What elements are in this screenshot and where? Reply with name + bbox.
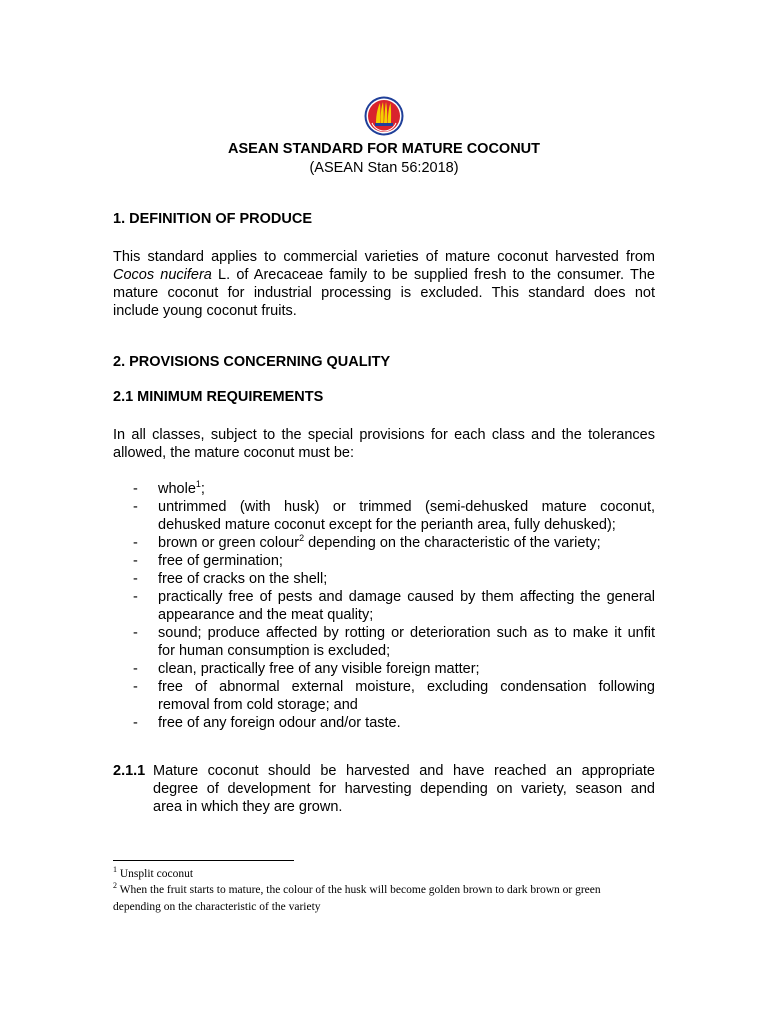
list-item-line: free of abnormal external moisture, excluding condensation following — [158, 679, 655, 695]
bullet-dash: - — [133, 679, 138, 695]
paragraph-line: In all classes, subject to the special provisions for each class and the tolerances — [113, 427, 655, 443]
clause-text — [113, 762, 655, 816]
clause-number: 2.1.1 — [113, 763, 146, 779]
list-item-text: ; — [200, 481, 205, 497]
list-item-text: free of cracks on the shell; — [158, 571, 328, 587]
list-item — [113, 480, 655, 498]
emblem-text-band — [375, 123, 393, 126]
bullet-dash: - — [133, 625, 138, 641]
bullet-dash: - — [133, 571, 138, 587]
list-item-text — [158, 480, 655, 498]
bullet-dash: - — [133, 553, 138, 569]
list-item-line: untrimmed (with husk) or trimmed (semi-dehusked mature coconut, — [158, 499, 655, 515]
list-item-line: sound; produce affected by rotting or deterioration such as to make it unfit — [158, 625, 655, 641]
list-item-text: brown or green colour — [158, 535, 300, 551]
bullet-dash: - — [133, 589, 138, 605]
section-1-heading: 1. DEFINITION OF PRODUCE — [113, 211, 312, 227]
paragraph-line — [113, 266, 655, 284]
footnote-2 — [113, 882, 653, 916]
paragraph-line: include young coconut fruits. — [113, 303, 297, 319]
list-item-text: clean, practically free of any visible foreign matter; — [158, 661, 480, 677]
footnote-line — [113, 882, 653, 899]
list-item — [113, 678, 655, 714]
footnote-mark: 2 — [113, 881, 117, 891]
list-item-line: removal from cold storage; and — [158, 697, 358, 713]
section-2-heading: 2. PROVISIONS CONCERNING QUALITY — [113, 354, 391, 370]
list-item-text — [158, 624, 655, 660]
list-item-line: for human consumption is excluded; — [158, 643, 391, 659]
footnote-mark: 1 — [113, 865, 117, 875]
document-title: ASEAN STANDARD FOR MATURE COCONUT — [227, 141, 540, 157]
footnote-ref: 1 — [195, 479, 201, 490]
list-item-text — [158, 588, 655, 624]
paragraph-text: L. of Arecaceae family to be supplied fresh to the consumer. The — [211, 267, 655, 283]
footnote-line: depending on the characteristic of the variety — [113, 901, 321, 913]
footnote-1 — [113, 866, 653, 883]
section-1-paragraph — [113, 248, 655, 320]
emblem-red-disc — [368, 100, 400, 132]
asean-emblem-logo — [364, 96, 404, 136]
list-item-text: free of any foreign odour and/or taste. — [158, 715, 401, 731]
paragraph-line: mature coconut for industrial processing is excluded. This standard does not — [113, 285, 655, 301]
list-item-line: dehusked mature coconut except for the perianth area, fully dehusked); — [158, 517, 616, 533]
clause-2-1-1 — [113, 762, 655, 816]
list-item — [113, 588, 655, 624]
list-item — [113, 498, 655, 534]
footnote-separator — [113, 860, 294, 861]
bullet-dash: - — [133, 715, 138, 731]
list-item — [113, 624, 655, 660]
bullet-dash: - — [133, 481, 138, 497]
list-item-text: depending on the characteristic of the variety; — [304, 535, 601, 551]
list-item-line: appearance and the meat quality; — [158, 607, 374, 623]
bullet-dash: - — [133, 499, 138, 515]
list-item-text — [158, 498, 655, 534]
list-item-text — [158, 678, 655, 714]
list-item — [113, 570, 655, 588]
list-item — [113, 552, 655, 570]
clause-line: degree of development for harvesting depending on variety, season and — [153, 781, 655, 797]
section-2-1-heading: 2.1 MINIMUM REQUIREMENTS — [113, 389, 324, 405]
list-item — [113, 534, 655, 552]
footnote-text: When the fruit starts to mature, the colour of the husk will become golden brown to dark brown or green — [117, 884, 601, 896]
list-item — [113, 714, 655, 732]
clause-line: area in which they are grown. — [153, 799, 343, 815]
document-subtitle: (ASEAN Stan 56:2018) — [309, 160, 459, 176]
section-2-1-intro — [113, 426, 655, 462]
species-name: Cocos nucifera — [113, 267, 212, 283]
list-item-text: free of germination; — [158, 553, 283, 569]
bullet-dash: - — [133, 661, 138, 677]
paragraph-line: This standard applies to commercial varieties of mature coconut harvested from — [113, 249, 655, 265]
minimum-requirements-list — [113, 480, 655, 732]
list-item-text: whole — [158, 481, 196, 497]
clause-line: Mature coconut should be harvested and have reached an appropriate — [153, 763, 655, 779]
list-item-text — [158, 534, 655, 552]
list-item-line: practically free of pests and damage caused by them affecting the general — [158, 589, 655, 605]
footnote-ref: 2 — [299, 533, 305, 544]
footnote-text: Unsplit coconut — [117, 868, 194, 880]
bullet-dash: - — [133, 535, 138, 551]
paragraph-line: allowed, the mature coconut must be: — [113, 445, 354, 461]
list-item — [113, 660, 655, 678]
